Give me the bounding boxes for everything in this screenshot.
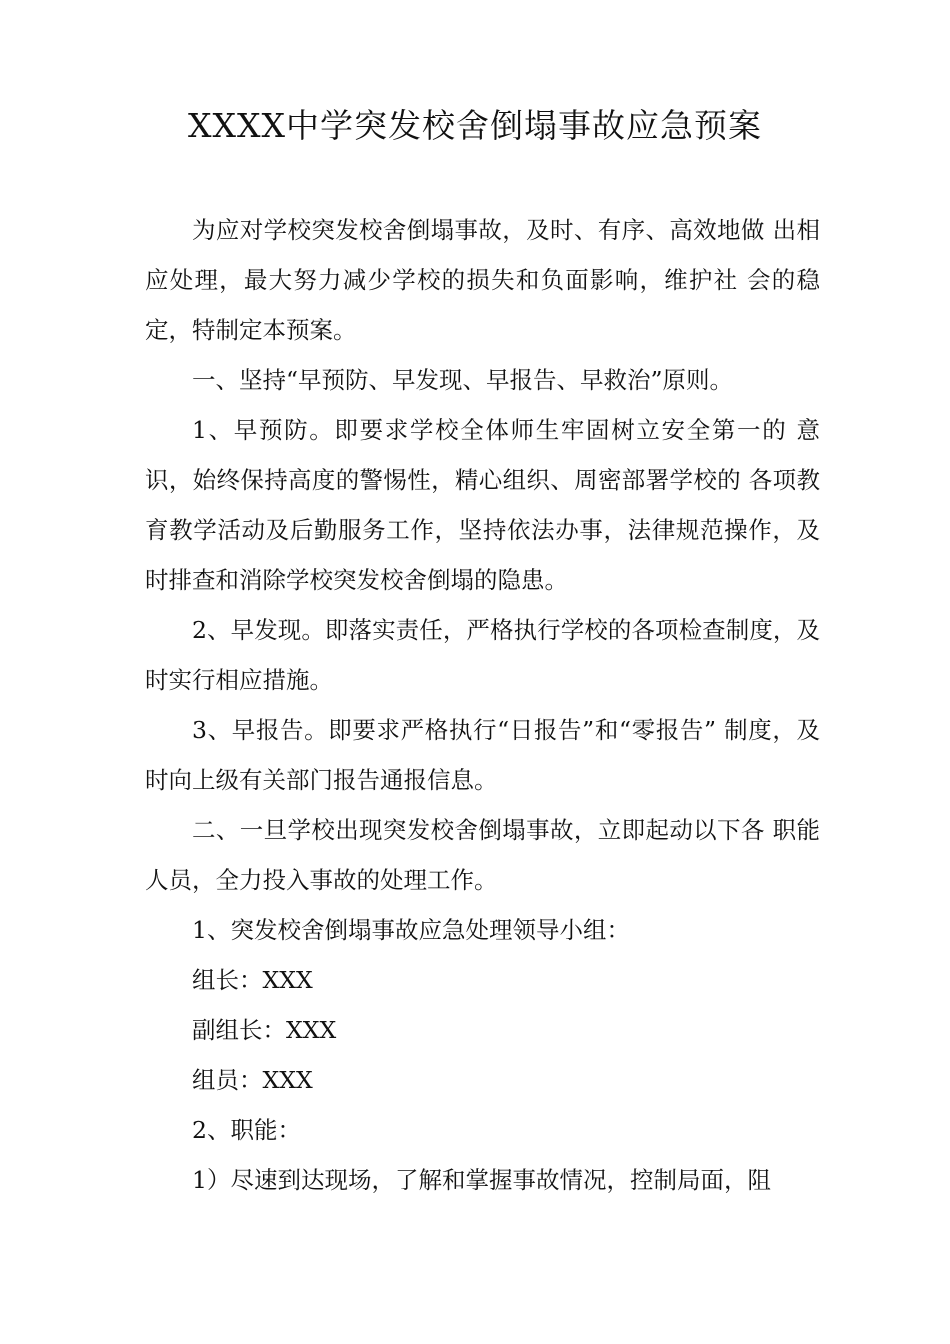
leadership-group-heading: 1、突发校舍倒塌事故应急处理领导小组： — [192, 916, 630, 944]
section-heading-response: 二、一旦学校出现突发校舍倒塌事故，立即起动以下各 职能人员，全力投入事故的处理工作。 — [145, 816, 820, 894]
intro-paragraph: 为应对学校突发校舍倒塌事故，及时、有序、高效地做 出相应处理，最大努力减少学校的损失和负面影响，维护社 会的稳定，特制定本预案。 — [145, 216, 820, 344]
principle-prevention: 1、早预防。即要求学校全体师生牢固树立安全第一的 意识，始终保持高度的警惕性，精心组织、周密部署学校的 各项教育教学活动及后勤服务工作，坚持依法办事，法律规范操作，及时排查和消除学校突发校舍倒塌的隐患。 — [145, 416, 820, 594]
duty-item: 1）尽速到达现场，了解和掌握事故情况，控制局面，阻 — [192, 1166, 771, 1194]
group-leader: 组长：XXX — [192, 966, 313, 994]
document-body — [145, 205, 820, 1205]
duties-heading: 2、职能： — [192, 1116, 301, 1144]
group-members: 组员：XXX — [192, 1066, 313, 1094]
group-deputy-leader: 副组长：XXX — [192, 1016, 337, 1044]
principle-reporting: 3、早报告。即要求严格执行“日报告”和“零报告” 制度，及时向上级有关部门报告通报信息。 — [145, 716, 820, 794]
document-title: XXXX中学突发校舍倒塌事故应急预案 — [188, 106, 762, 145]
section-heading-principles: 一、坚持“早预防、早发现、早报告、早救治”原则。 — [192, 366, 734, 394]
principle-detection: 2、早发现。即落实责任，严格执行学校的各项检查制度，及时实行相应措施。 — [145, 616, 820, 694]
